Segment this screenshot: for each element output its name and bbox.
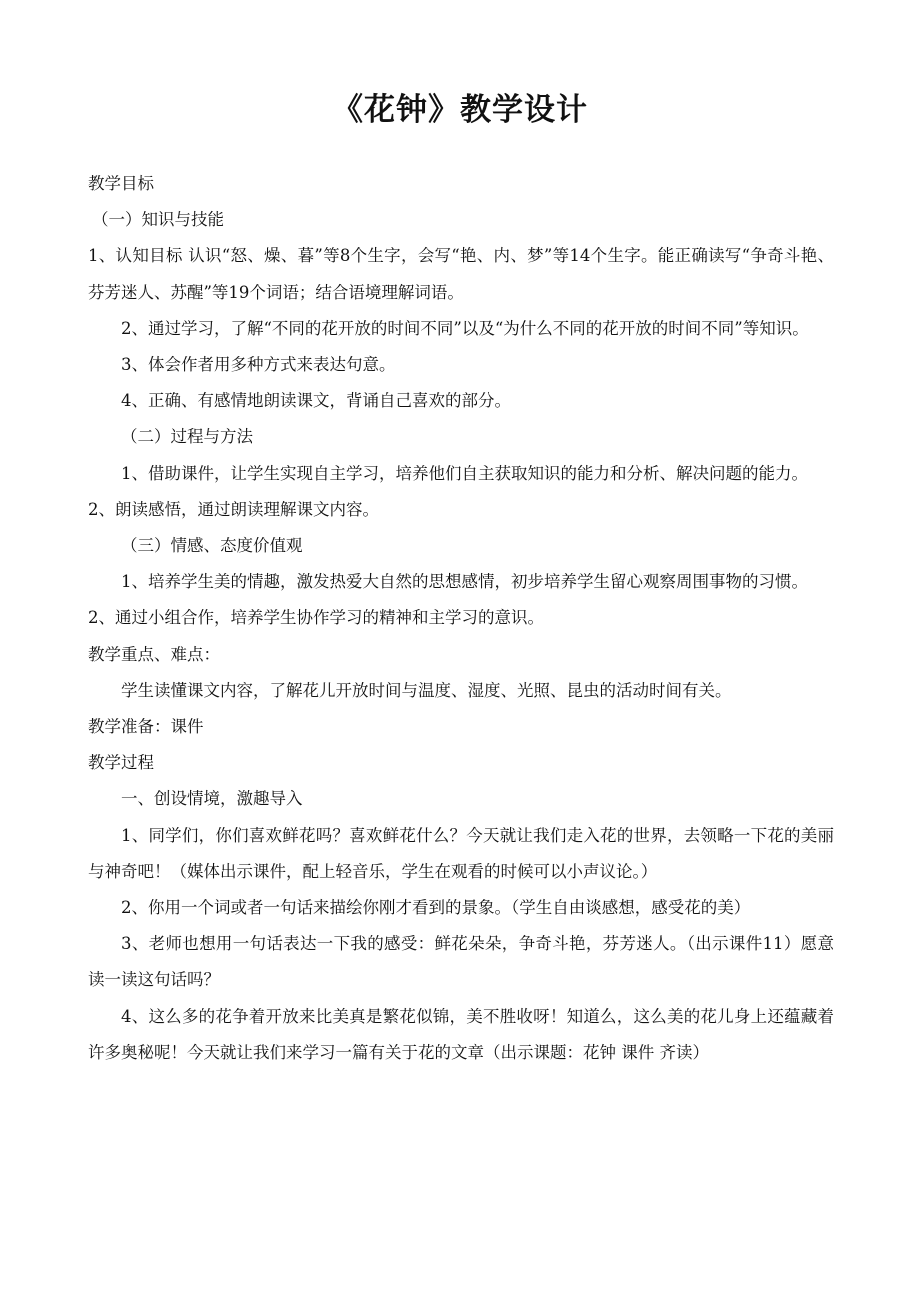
paragraph: 4、这么多的花争着开放来比美真是繁花似锦，美不胜收呀！知道么，这么美的花儿身上还蕴藏着许多奥秘呢！今天就让我们来学习一篇有关于花的文章（出示课题：花钟 课件 齐读） [88, 1006, 834, 1062]
document-title: 《花钟》教学设计 [332, 92, 588, 128]
paragraph: 4、正确、有感情地朗读课文，背诵自己喜欢的部分。 [121, 391, 511, 411]
paragraph: 3、老师也想用一句话表达一下我的感受：鲜花朵朵，争奇斗艳，芬芳迷人。（出示课件11）愿意读一读这句话吗？ [88, 934, 834, 990]
heading-teaching-process: 教学过程 [88, 753, 154, 773]
paragraph: 1、同学们，你们喜欢鲜花吗？喜欢鲜花什么？今天就让我们走入花的世界，去领略一下花的美丽与神奇吧！（媒体出示课件，配上轻音乐，学生在观看的时候可以小声议论。） [88, 825, 834, 881]
paragraph: 1、认知目标 认识“怒、燥、暮”等8个生字，会写“艳、内、梦”等14个生字。能正确读写“争奇斗艳、芬芳迷人、苏醒”等19个词语；结合语境理解词语。 [88, 246, 834, 302]
paragraph: 2、你用一个词或者一句话来描绘你刚才看到的景象。（学生自由谈感想，感受花的美） [121, 898, 751, 918]
heading-knowledge-skills: （一）知识与技能 [92, 210, 224, 230]
paragraph: 3、体会作者用多种方式来表达句意。 [121, 355, 396, 375]
heading-preparation: 教学准备：课件 [88, 717, 204, 737]
paragraph: 1、借助课件，让学生实现自主学习，培养他们自主获取知识的能力和分析、解决问题的能力。 [121, 463, 808, 483]
paragraph: 2、通过小组合作，培养学生协作学习的精神和主学习的意识。 [88, 608, 544, 628]
heading-key-points: 教学重点、难点： [88, 644, 220, 664]
heading-process-methods: （二）过程与方法 [121, 427, 253, 447]
heading-section-one: 一、创设情境，激趣导入 [121, 789, 303, 809]
paragraph: 2、通过学习，了解“不同的花开放的时间不同”以及“为什么不同的花开放的时间不同”等知识。 [121, 318, 809, 338]
paragraph: 1、培养学生美的情趣，激发热爱大自然的思想感情，初步培养学生留心观察周围事物的习惯。 [121, 572, 808, 592]
paragraph: 2、朗读感悟，通过朗读理解课文内容。 [88, 499, 379, 519]
heading-emotion-values: （三）情感、态度价值观 [121, 536, 303, 556]
heading-teaching-goals: 教学目标 [88, 174, 154, 193]
document-body [88, 166, 834, 1071]
paragraph: 学生读懂课文内容，了解花儿开放时间与温度、湿度、光照、昆虫的活动时间有关。 [121, 680, 732, 700]
